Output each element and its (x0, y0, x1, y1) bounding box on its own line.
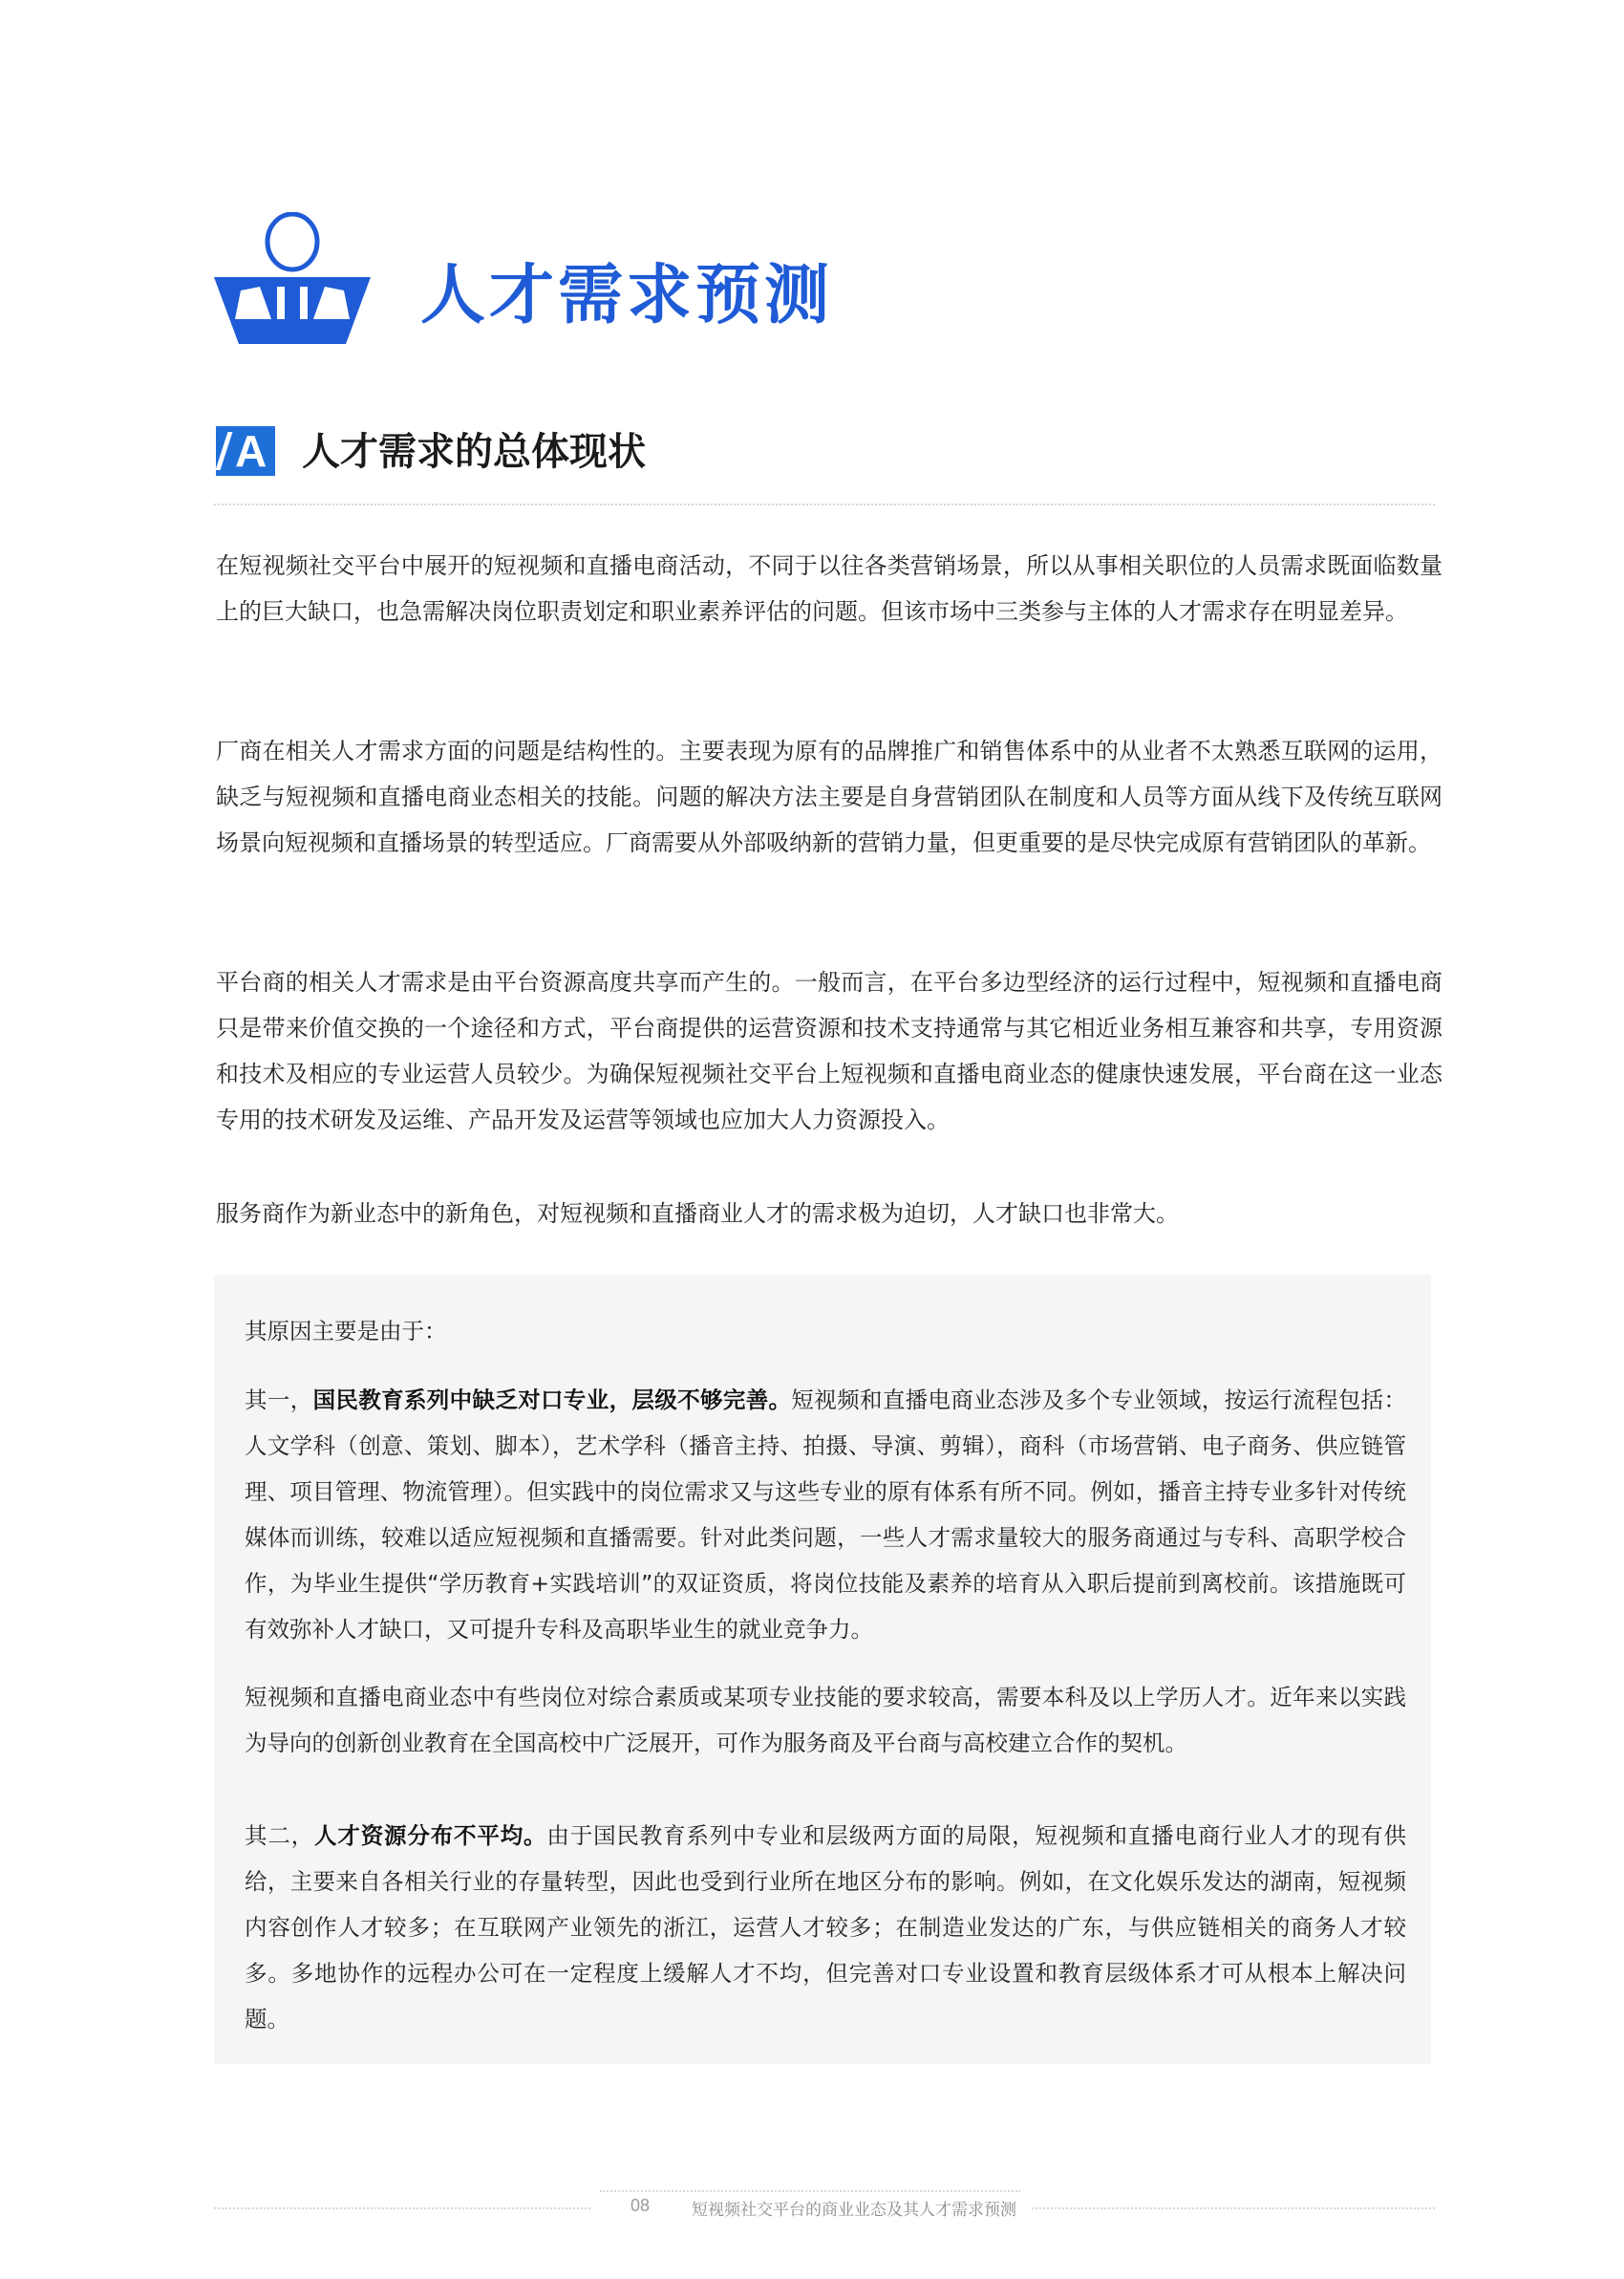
footer-tab-line (600, 2190, 1020, 2192)
reason-two-prefix: 其二， (245, 1822, 315, 1849)
section-badge-letter: A (235, 426, 267, 476)
reason-one-heading: 国民教育系列中缺乏对口专业，层级不够完善。 (312, 1387, 792, 1413)
body-paragraph: 在短视频社交平台中展开的短视频和直播电商活动，不同于以往各类营销场景，所以从事相关职位的人员需求既面临数量上的巨大缺口，也急需解决岗位职责划定和职业素养评估的问题。但该市场中三类参与主体的人才需求存在明显差异。 (216, 552, 1442, 625)
reason-intro: 其原因主要是由于： (245, 1318, 447, 1344)
reason-two-text: 由于国民教育系列中专业和层级两方面的局限，短视频和直播电商行业人才的现有供给，主要来自各相关行业的存量转型，因此也受到行业所在地区分布的影响。例如，在文化娱乐发达的湖南，短视频内容创作人才较多；在互联网产业领先的浙江，运营人才较多；在制造业发达的广东，与供应链相关的商务人才较多。多地协作的远程办公可在一定程度上缓解人才不均，但完善对口专业设置和教育层级体系才可从根本上解决问题。 (245, 1822, 1407, 2032)
person-at-desk-icon (212, 212, 373, 346)
reason-one (245, 1377, 1406, 1652)
reason-one-extra: 短视频和直播电商业态中有些岗位对综合素质或某项专业技能的要求较高，需要本科及以上学历人才。近年来以实践为导向的创新创业教育在全国高校中广泛展开，可作为服务商及平台商与高校建立合作的契机。 (245, 1684, 1406, 1756)
body-paragraph: 服务商作为新业态中的新角色，对短视频和直播商业人才的需求极为迫切，人才缺口也非常大。 (216, 1200, 1179, 1227)
badge-slash (216, 432, 233, 470)
reason-two-heading: 人才资源分布不平均。 (314, 1822, 547, 1849)
body-paragraph: 平台商的相关人才需求是由平台资源高度共享而产生的。一般而言，在平台多边型经济的运行过程中，短视频和直播电商只是带来价值交换的一个途径和方式，平台商提供的运营资源和技术支持通常与其它相近业务相互兼容和共享，专用资源和技术及相应的专业运营人员较少。为确保短视频社交平台上短视频和直播电商业态的健康快速发展，平台商在这一业态专用的技术研发及运维、产品开发及运营等领域也应加大人力资源投入。 (216, 969, 1442, 1133)
page-number: 08 (630, 2196, 651, 2215)
reason-one-text: 短视频和直播电商业态涉及多个专业领域，按运行流程包括：人文学科（创意、策划、脚本），艺术学科（播音主持、拍摄、导演、剪辑），商科（市场营销、电子商务、供应链管理、项目管理、物流管理）。但实践中的岗位需求又与这些专业的原有体系有所不同。例如，播音主持专业多针对传统媒体而训练，较难以适应短视频和直播需要。针对此类问题，一些人才需求量较大的服务商通过与专科、高职学校合作，为毕业生提供“学历教育+实践培训”的双证资质，将岗位技能及素养的培育从入职后提前到离校前。该措施既可有效弥补人才缺口，又可提升专科及高职毕业生的就业竞争力。 (245, 1387, 1407, 1643)
reason-one-prefix: 其一， (245, 1387, 313, 1413)
section-title: 人才需求的总体现状 (302, 430, 646, 474)
section-divider (214, 504, 1435, 505)
footer-document-title: 短视频社交平台的商业业态及其人才需求预测 (692, 2201, 1016, 2220)
body-paragraph: 厂商在相关人才需求方面的问题是结构性的。主要表现为原有的品牌推广和销售体系中的从业者不太熟悉互联网的运用，缺乏与短视频和直播电商业态相关的技能。问题的解决方法主要是自身营销团队在制度和人员等方面从线下及传统互联网场景向短视频和直播场景的转型适应。厂商需要从外部吸纳新的营销力量，但更重要的是尽快完成原有营销团队的革新。 (216, 738, 1442, 856)
section-badge (216, 426, 275, 476)
chapter-title: 人才需求预测 (420, 258, 834, 333)
reason-two (245, 1813, 1406, 2042)
